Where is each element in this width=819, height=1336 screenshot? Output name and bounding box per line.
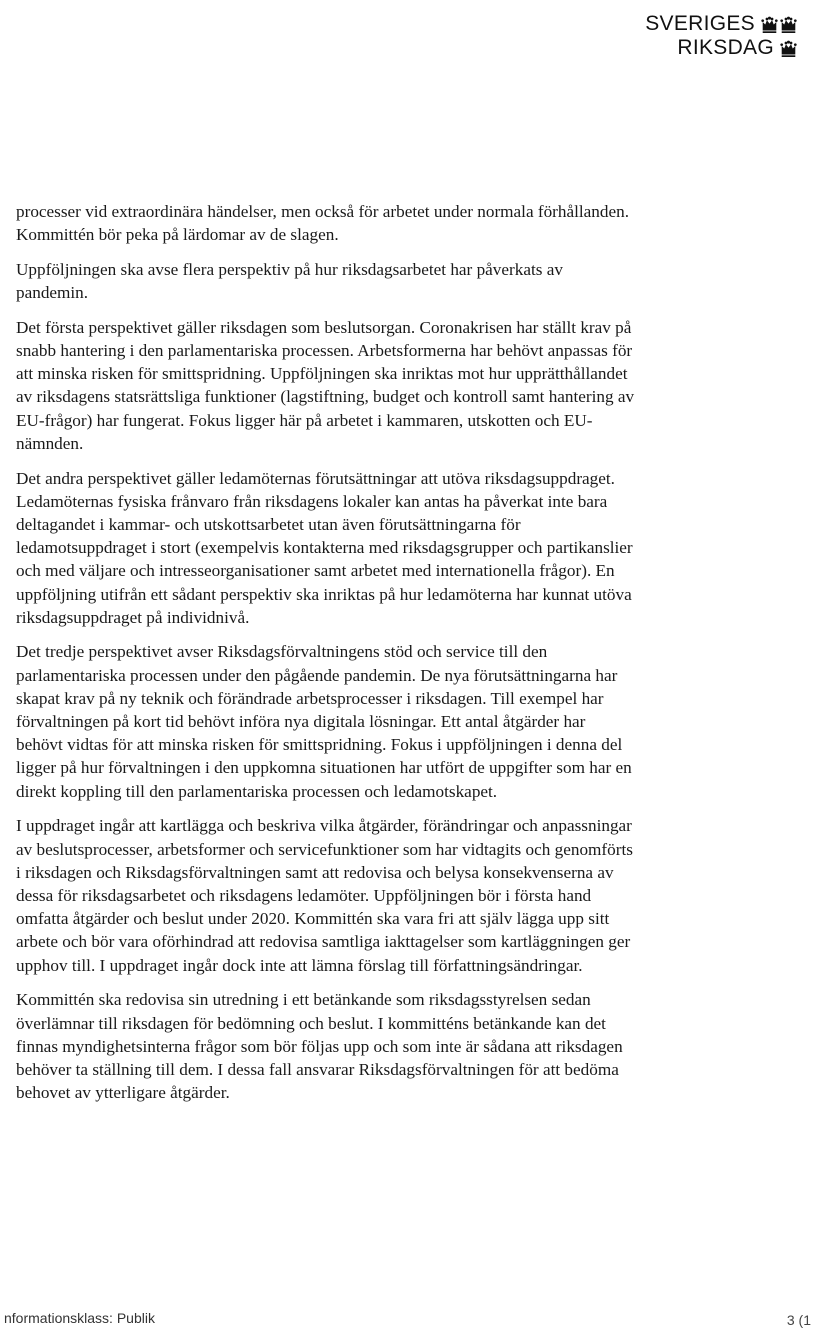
riksdag-logo — [645, 12, 797, 60]
crown-icon — [761, 16, 778, 33]
logo-line-1 — [645, 12, 797, 36]
paragraph: processer vid extraordinära händelser, men också för arbetet under normala förhållanden. Kommittén bör peka på lärdomar av de slagen. — [16, 202, 630, 245]
document-body — [16, 200, 636, 1116]
paragraph: Det första perspektivet gäller riksdagen som beslutsorgan. Coronakrisen har ställt krav på snabb hantering i den parlamentariska processen. Arbetsformerna har behövt anpassas för att minska risken för smittspridning. Uppföljningen ska inriktas mot hur upprätthållandet av riksdagens statsrättsliga funktioner (lagstiftning, budget och kontroll samt hantering av EU-frågor) har fungerat. Fokus ligger här på arbetet i kammaren, utskotten och EU-nämnden. — [16, 317, 635, 453]
page-number: 3 (1 — [786, 1312, 811, 1328]
paragraph: I uppdraget ingår att kartlägga och beskriva vilka åtgärder, förändringar och anpassningar av beslutsprocesser, arbetsformer och servicefunktioner som har vidtagits och genomförts i riksdagen och Riksdagsförvaltningen samt att redovisa och belysa konsekvenserna av dessa för riksdagsarbetet och riksdagens ledamöter. Uppföljningen bör i första hand omfatta åtgärder och beslut under 2020. Kommittén ska vara fri att själv lägga upp sitt arbete och bör vara oförhindrad att redovisa samtliga iakttagelser som kartläggningen ger upphov till. I uppdraget ingår dock inte att lämna förslag till författningsändringar. — [16, 816, 633, 975]
crown-icon — [780, 40, 797, 57]
logo-text-sveriges: SVERIGES — [645, 12, 755, 35]
crown-icon — [780, 16, 797, 33]
paragraph: Kommittén ska redovisa sin utredning i ett betänkande som riksdagsstyrelsen sedan överlämnar till riksdagen för bedömning och beslut. I kommitténs betänkande kan det finnas myndighetsinterna frågor som bör följas upp och som inte är sådana att riksdagen behöver ta ställning till dem. I dessa fall ansvarar Riksdagsförvaltningen för att bedöma behovet av ytterligare åtgärder. — [16, 990, 623, 1103]
paragraph: Det tredje perspektivet avser Riksdagsförvaltningens stöd och service till den parlamentariska processen under den pågående pandemin. De nya förutsättningarna har skapat krav på ny teknik och förändrade arbetsprocesser i riksdagen. Till exempel har förvaltningen på kort tid behövt införa nya digitala lösningar. Ett antal åtgärder har behövt vidtas för att minska risken för smittspridning. Fokus i uppföljningen i denna del ligger på hur förvaltningen i den uppkomna situationen har utfört de uppgifter som har en direkt koppling till den parlamentariska processen och ledamotskapet. — [16, 642, 632, 801]
classification-label: nformationsklass: Publik — [4, 1310, 155, 1326]
logo-line-2 — [645, 36, 797, 60]
paragraph: Det andra perspektivet gäller ledamöternas förutsättningar att utöva riksdagsuppdraget. Ledamöternas fysiska frånvaro från riksdagens lokaler kan antas ha påverkat inte bara deltagandet i kammar- och utskottsarbetet utan även förutsättningarna för ledamotsuppdraget i stort (exempelvis kontakterna med riksdagsgrupper och partikanslier och med väljare och intresseorganisationer samt arbetet med internationella frågor). En uppföljning utifrån ett sådant perspektiv ska inriktas på hur ledamöterna har kunnat utöva riksdagsuppdraget på individnivå. — [16, 468, 633, 627]
logo-text-riksdag: RIKSDAG — [677, 36, 774, 59]
paragraph: Uppföljningen ska avse flera perspektiv på hur riksdagsarbetet har påverkats av pandemin. — [16, 259, 563, 303]
crown-group-double — [761, 16, 797, 33]
crown-group-single — [780, 40, 797, 57]
